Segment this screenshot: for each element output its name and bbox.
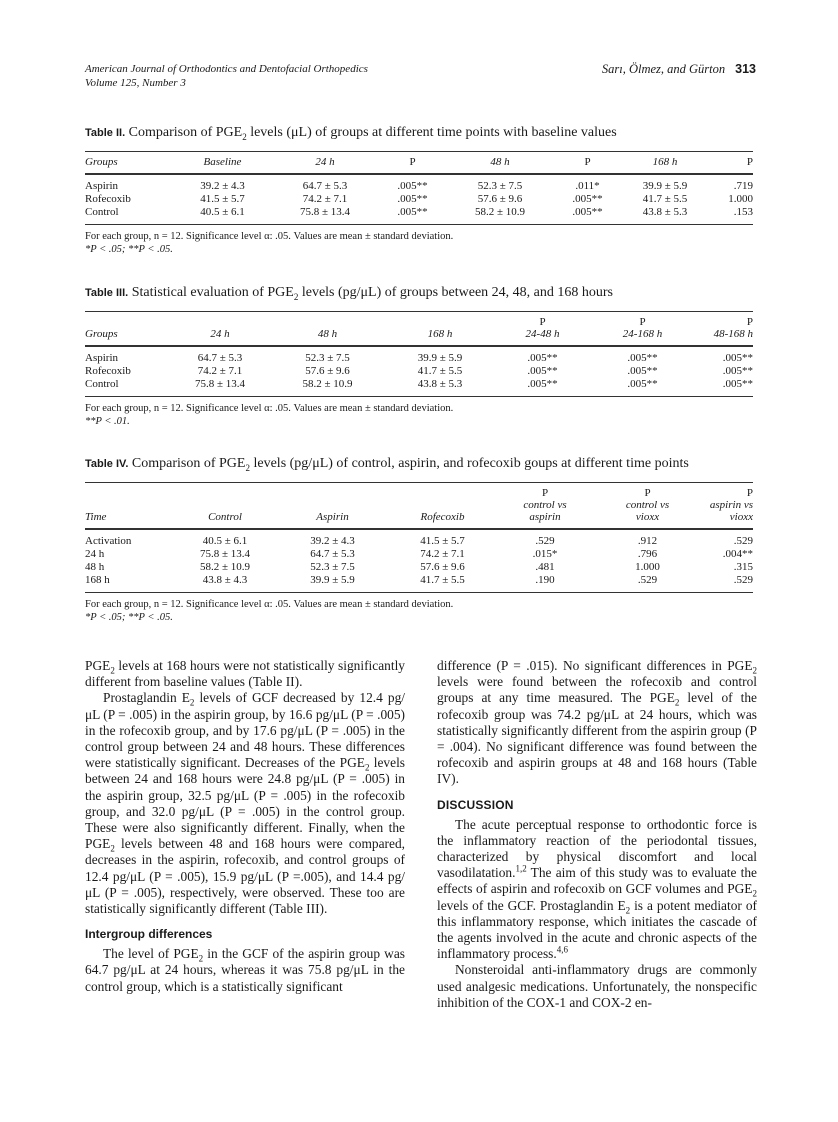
authors: Sarı, Ölmez, and Gürton bbox=[601, 62, 726, 76]
paragraph: The acute perceptual response to orthodontic force is the inflammatory reaction of the periodontal tissues, characterized by physical discomfort and local vasodilatation.$^{1,2}$ The aim of this study was to evaluate the effects of aspirin and rofecoxib on GCF volumes and $PGE_2$ levels of the GCF. Prostaglandin $E_2$ is a potent mediator of this inflammatory response, which initiates the cascade of the agents involved in the acute and chronic aspects of the inflammatory process.$^{4,6}$ bbox=[437, 816, 757, 962]
body-column-right bbox=[437, 658, 757, 1011]
paragraph: Nonsteroidal anti-inflammatory drugs are commonly used analgesic medications. Unfortunately, the nonspecific inhibition of the COX-1 and COX-2 en- bbox=[437, 962, 757, 1010]
table-header-row bbox=[85, 151, 753, 174]
page-number: 313 bbox=[735, 62, 756, 76]
col-header: P 24-168 h bbox=[622, 315, 663, 340]
table-header-row bbox=[85, 311, 753, 346]
section-heading: Intergroup differences bbox=[85, 927, 213, 942]
col-header: 24 h bbox=[315, 155, 335, 168]
table-row: 24 h 75.8 ± 13.4 64.7 ± 5.3 74.2 ± 7.1 .015* .796 .004** bbox=[85, 547, 753, 560]
col-header: P bbox=[746, 155, 753, 168]
col-header: P control vs aspirin bbox=[523, 486, 567, 523]
table-row: Control 40.5 ± 6.1 75.8 ± 13.4 .005** 58.2 ± 10.9 .005** 43.8 ± 5.3 .153 bbox=[85, 205, 753, 218]
table-2-grid bbox=[85, 151, 753, 225]
table-row: Control 75.8 ± 13.4 58.2 ± 10.9 43.8 ± 5.3 .005** .005** .005** bbox=[85, 377, 753, 390]
col-header: P 24-48 h bbox=[525, 315, 560, 340]
table-3-notes: For each group, n = 12. Significance level α: .05. Values are mean ± standard deviation. **P < .01. bbox=[85, 402, 454, 427]
paragraph: The level of $PGE_2$ in the GCF of the aspirin group was 64.7 pg/μL at 24 hours, whereas it was 75.8 pg/μL in the control group, which is a statistically significant bbox=[85, 946, 405, 994]
author-page bbox=[602, 62, 756, 76]
col-header: P control vs vioxx bbox=[625, 486, 670, 523]
col-header: Groups bbox=[85, 155, 118, 168]
journal-info bbox=[85, 62, 368, 90]
table-2 bbox=[85, 124, 753, 256]
col-header: P aspirin vs vioxx bbox=[709, 486, 753, 523]
table-row: Activation 40.5 ± 6.1 39.2 ± 4.3 41.5 ± 5.7 .529 .912 .529 bbox=[85, 534, 753, 547]
table-row: 168 h 43.8 ± 4.3 39.9 ± 5.9 41.7 ± 5.5 .190 .529 .529 bbox=[85, 573, 753, 586]
paragraph: Prostaglandin $E_2$ levels of GCF decreased by 12.4 pg/μL (P = .005) in the aspirin group, by 16.6 pg/μL (P = .005) in the rofecoxib group, and by 17.6 pg/μL (P = .005) in the control group between 24 and 48 hours. These differences were statistically significant. Decreases of the $PGE_2$ levels between 24 and 168 hours were 24.8 pg/μL (P = .005) in the aspirin group, 32.5 pg/μL (P = .005) in the rofecoxib group, and 32.0 pg/μL (P = .005) in the control group. These were also significantly different. Finally, when the $PGE_2$ levels between 48 and 168 hours were compared, decreases in the aspirin, rofecoxib, and control groups of 12.4 pg/μL (P = .005), 15.9 pg/μL (P =.005), and 14.4 pg/μL (P = .005), respectively, were observed. These too are statistically significantly different (Table III). bbox=[85, 690, 405, 917]
col-header: Baseline bbox=[203, 155, 242, 168]
table-row: 48 h 58.2 ± 10.9 52.3 ± 7.5 57.6 ± 9.6 .481 1.000 .315 bbox=[85, 560, 753, 573]
col-header: Aspirin bbox=[316, 510, 349, 523]
col-header: Rofecoxib bbox=[420, 510, 465, 523]
body-column-left bbox=[85, 658, 405, 995]
col-header: Time bbox=[85, 510, 107, 523]
col-header: Groups bbox=[85, 327, 118, 340]
table-3-grid bbox=[85, 311, 753, 397]
table-2-caption: Table II. Comparison of $PGE_2$ levels (μL) of groups at different time points with baseline values bbox=[85, 125, 617, 142]
paragraph: $PGE_2$ levels at 168 hours were not statistically significantly different from baseline values (Table II). bbox=[85, 658, 405, 690]
col-header: P bbox=[409, 155, 416, 168]
table-row: Rofecoxib 41.5 ± 5.7 74.2 ± 7.1 .005** 57.6 ± 9.6 .005** 41.7 ± 5.5 1.000 bbox=[85, 192, 753, 205]
table-header-row bbox=[85, 482, 753, 529]
table-4 bbox=[85, 455, 753, 624]
section-heading: DISCUSSION bbox=[437, 797, 514, 812]
table-2-notes: For each group, n = 12. Significance level α: .05. Values are mean ± standard deviation. *P < .05; **P < .05. bbox=[85, 230, 454, 255]
journal-name: American Journal of Orthodontics and Dentofacial Orthopedics bbox=[85, 63, 368, 75]
table-row: Rofecoxib 74.2 ± 7.1 57.6 ± 9.6 41.7 ± 5.5 .005** .005** .005** bbox=[85, 364, 753, 377]
table-4-caption: Table IV. Comparison of $PGE_2$ levels (pg/μL) of control, aspirin, and rofecoxib goups at different time points bbox=[85, 456, 689, 473]
journal-volume: Volume 125, Number 3 bbox=[85, 77, 186, 89]
col-header: 168 h bbox=[427, 327, 453, 340]
table-row: Aspirin 64.7 ± 5.3 52.3 ± 7.5 39.9 ± 5.9 .005** .005** .005** bbox=[85, 351, 753, 364]
col-header: 48 h bbox=[317, 327, 338, 340]
col-header: 24 h bbox=[210, 327, 230, 340]
paragraph: difference (P = .015). No significant differences in $PGE_2$ levels were found between the rofecoxib and control groups at any time measured. The $PGE_2$ level of the rofecoxib group was 74.2 pg/μL at 24 hours, which was statistically significantly different from the aspirin group (P = .004). No significant difference was found between the rofecoxib and aspirin groups at 48 and 168 hours (Table IV). bbox=[437, 658, 757, 787]
table-3-caption: Table III. Statistical evaluation of $PGE_2$ levels (pg/μL) of groups between 24, 48, and 168 hours bbox=[85, 285, 614, 302]
table-row: Aspirin 39.2 ± 4.3 64.7 ± 5.3 .005** 52.3 ± 7.5 .011* 39.9 ± 5.9 .719 bbox=[85, 179, 753, 192]
table-4-notes: For each group, n = 12. Significance level α: .05. Values are mean ± standard deviation. *P < .05; **P < .05. bbox=[85, 598, 454, 623]
col-header: 48 h bbox=[490, 155, 510, 168]
table-3 bbox=[85, 284, 753, 428]
col-header: P bbox=[584, 155, 591, 168]
table-4-grid bbox=[85, 482, 753, 593]
col-header: 168 h bbox=[652, 155, 678, 168]
col-header: P 48-168 h bbox=[713, 315, 753, 340]
col-header: Control bbox=[208, 510, 242, 523]
